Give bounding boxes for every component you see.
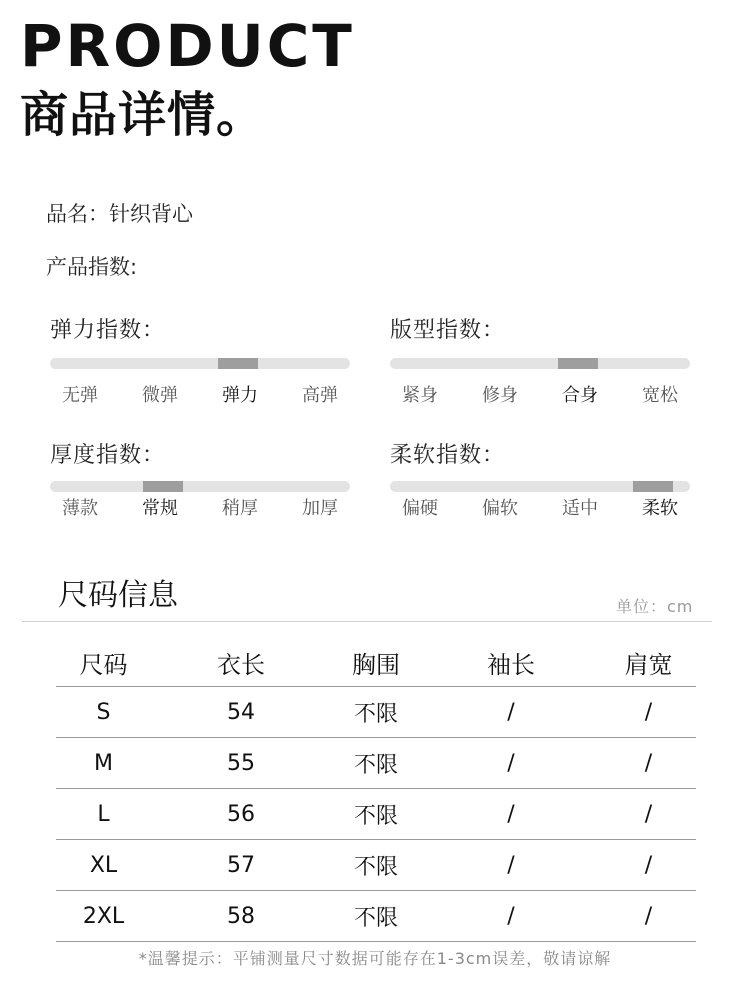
cell-length: 56 (151, 789, 331, 840)
product-index-heading: 产品指数: (46, 255, 138, 279)
column-header-sleeve: 袖长 (421, 638, 601, 687)
cell-size: S (56, 687, 151, 738)
cell-sleeve: / (421, 738, 601, 789)
cell-shoulder: / (601, 840, 696, 891)
column-header-shoulder: 肩宽 (601, 638, 696, 687)
size-table (56, 638, 696, 942)
title-english: PRODUCT (20, 12, 355, 80)
cell-chest: 不限 (331, 687, 421, 738)
cell-chest: 不限 (331, 840, 421, 891)
table-row (56, 789, 696, 840)
size-info-title: 尺码信息 (58, 578, 178, 613)
index-block-fit (390, 316, 690, 416)
column-header-length: 衣长 (151, 638, 331, 687)
index-option: 加厚 (302, 498, 338, 519)
index-option: 宽松 (642, 385, 678, 406)
unit-label: 单位：cm (616, 597, 694, 616)
index-option: 合身 (562, 385, 598, 406)
cell-length: 55 (151, 738, 331, 789)
cell-size: 2XL (56, 891, 151, 942)
cell-sleeve: / (421, 789, 601, 840)
cell-length: 57 (151, 840, 331, 891)
table-row (56, 738, 696, 789)
cell-shoulder: / (601, 687, 696, 738)
index-block-thickness (50, 441, 350, 531)
index-option: 偏软 (482, 498, 518, 519)
index-block-elasticity (50, 316, 350, 416)
table-header-row (56, 638, 696, 687)
index-option: 高弹 (302, 385, 338, 406)
index-track (390, 481, 690, 492)
index-option: 修身 (482, 385, 518, 406)
cell-size: M (56, 738, 151, 789)
index-track (50, 481, 350, 492)
index-option: 薄款 (62, 498, 98, 519)
footer-note: *温馨提示：平铺测量尺寸数据可能存在1-3cm误差，敬请谅解 (138, 949, 612, 968)
index-block-softness (390, 441, 690, 531)
table-row (56, 687, 696, 738)
cell-size: XL (56, 840, 151, 891)
cell-sleeve: / (421, 891, 601, 942)
index-marker (143, 481, 183, 492)
index-marker (218, 358, 258, 369)
index-option: 稍厚 (222, 498, 258, 519)
index-option: 柔软 (642, 498, 678, 519)
cell-chest: 不限 (331, 789, 421, 840)
index-option: 紧身 (402, 385, 438, 406)
index-title: 厚度指数： (50, 443, 166, 468)
index-option: 微弹 (142, 385, 178, 406)
column-header-size: 尺码 (56, 638, 151, 687)
column-header-chest: 胸围 (331, 638, 421, 687)
index-option: 常规 (142, 498, 178, 519)
index-title: 弹力指数： (50, 318, 166, 343)
cell-sleeve: / (421, 840, 601, 891)
index-title: 版型指数： (390, 318, 506, 343)
index-title: 柔软指数： (390, 443, 506, 468)
index-marker (558, 358, 598, 369)
table-row (56, 891, 696, 942)
index-track (50, 358, 350, 369)
product-name: 品名：针织背心 (46, 202, 193, 226)
cell-shoulder: / (601, 789, 696, 840)
cell-chest: 不限 (331, 738, 421, 789)
cell-length: 58 (151, 891, 331, 942)
divider (22, 621, 712, 622)
cell-size: L (56, 789, 151, 840)
title-chinese: 商品详情。 (20, 87, 266, 143)
index-marker (633, 481, 673, 492)
index-track (390, 358, 690, 369)
cell-sleeve: / (421, 687, 601, 738)
index-option: 无弹 (62, 385, 98, 406)
index-option: 弹力 (222, 385, 258, 406)
cell-length: 54 (151, 687, 331, 738)
index-option: 偏硬 (402, 498, 438, 519)
cell-shoulder: / (601, 891, 696, 942)
cell-shoulder: / (601, 738, 696, 789)
index-option: 适中 (562, 498, 598, 519)
table-row (56, 840, 696, 891)
cell-chest: 不限 (331, 891, 421, 942)
